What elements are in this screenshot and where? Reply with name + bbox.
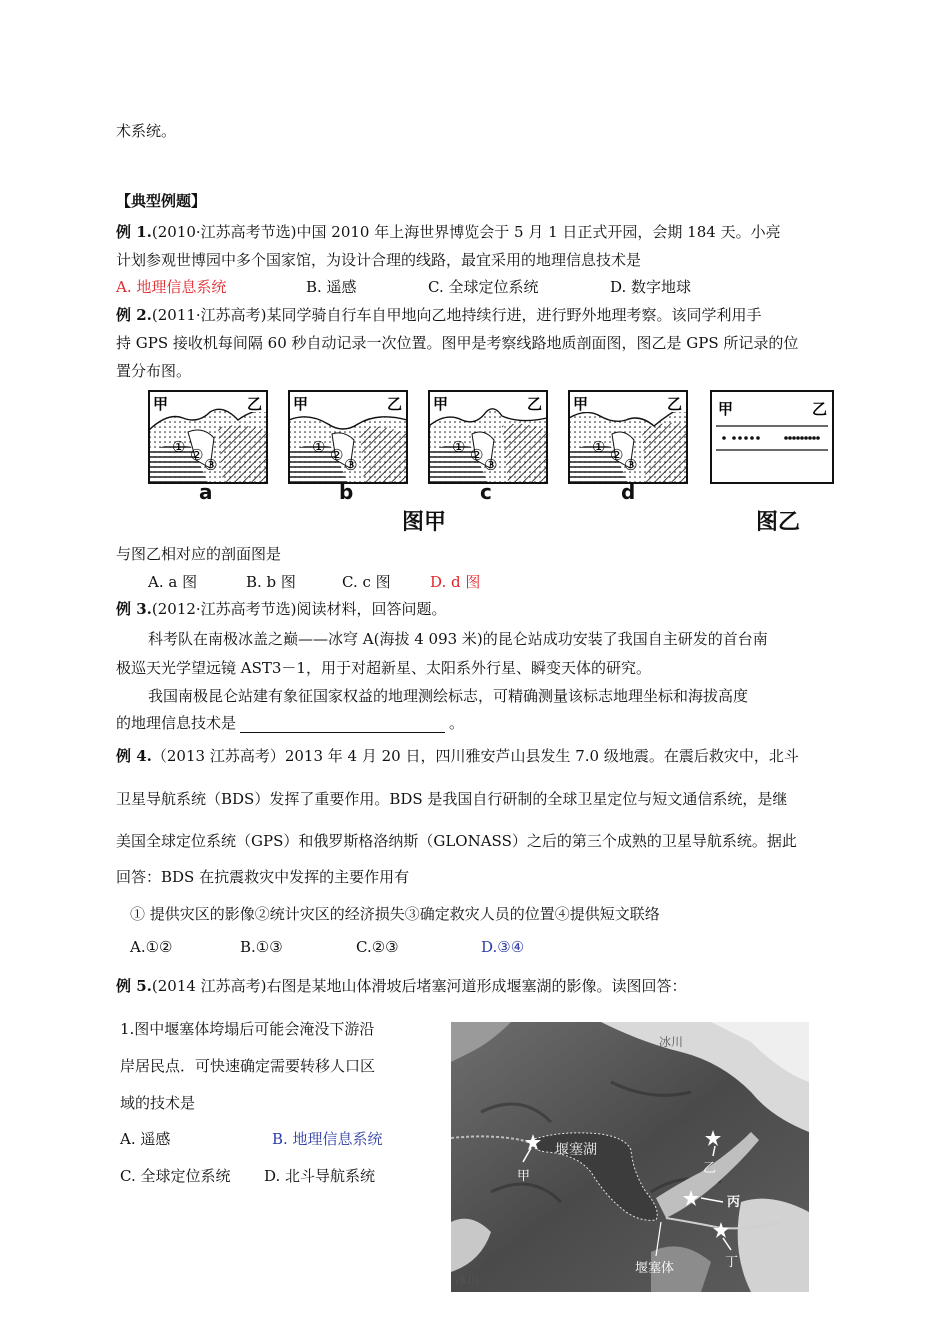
example-4-label: 例 4. [116, 747, 152, 765]
example-2-label: 例 2. [116, 306, 152, 324]
example-4-option-a: A.①② [130, 938, 173, 956]
figure-yi-title: 图乙 [756, 510, 801, 535]
map-label-dam: 堰塞体 [635, 1261, 675, 1276]
example-3-para-2b-end: 。 [449, 714, 465, 732]
example-2-line-1 [116, 304, 762, 325]
panel-b-circle-3: ③ [344, 456, 358, 474]
example-3-para-2b-text: 的地理信息技术是 [116, 714, 237, 732]
panel-c-jia: 甲 [433, 395, 449, 413]
panel-label-b: b [339, 480, 354, 504]
map-label-glacier-bottom: 冰川 [455, 1273, 480, 1287]
panel-a-yi: 乙 [247, 395, 263, 413]
answer-blank[interactable] [240, 718, 445, 733]
example-4-text-1: （2013 江苏高考）2013 年 4 月 20 日，四川雅安芦山县发生 7.0 级地震。在震后救灾中，北斗 [151, 747, 799, 765]
panel-a-circle-3: ③ [204, 456, 218, 474]
example-4-option-b: B.①③ [240, 938, 283, 956]
example-3-para-2b [116, 712, 464, 733]
example-5-text-1: (2014 江苏高考)右图是某地山体滑坡后堵塞河道形成堰塞湖的影像。读图回答： [151, 977, 687, 995]
intro-tail: 术系统。 [116, 122, 177, 140]
example-2-text-1: (2011·江苏高考)某同学骑自行车自甲地向乙地持续行进，进行野外地理考察。该同学利用手 [151, 306, 762, 324]
gps-record-panel [710, 390, 834, 484]
example-4-option-c: C.②③ [356, 938, 399, 956]
example-5-label: 例 5. [116, 977, 152, 995]
example-1-line-2: 计划参观世博园中多个国家馆，为设计合理的线路，最宜采用的地理信息技术是 [116, 251, 642, 269]
panel-d-jia: 甲 [573, 395, 589, 413]
example-5-option-c: C. 全球定位系统 [120, 1167, 231, 1185]
example-5-question-1: 1.图中堰塞体垮塌后可能会淹没下游沿 [120, 1020, 375, 1038]
example-2-line-2: 持 GPS 接收机每间隔 60 秒自动记录一次位置。图甲是考察线路地质剖面图，图乙是 GPS 所记录的位 [116, 334, 799, 352]
example-4-line-4: 回答：BDS 在抗震救灾中发挥的主要作用有 [116, 868, 410, 886]
example-2-option-b: B. b 图 [246, 573, 296, 591]
example-5-option-a: A. 遥感 [120, 1130, 171, 1148]
panel-c-circle-2: ② [470, 446, 484, 464]
panel-c-circle-1: ① [452, 438, 466, 456]
example-5-line-1 [116, 975, 687, 996]
example-3-label: 例 3. [116, 600, 152, 618]
panel-b-circle-2: ② [330, 446, 344, 464]
example-3-para-1a: 科考队在南极冰盖之巅——冰穹 A(海拔 4 093 米)的昆仑站成功安装了我国自主研发的首台南 [148, 630, 768, 648]
example-5-question-3: 域的技术是 [120, 1094, 196, 1112]
example-2-line-3: 置分布图。 [116, 362, 192, 380]
example-2-option-c: C. c 图 [342, 573, 391, 591]
example-1-option-a: A. 地理信息系统 [116, 278, 227, 296]
panel-d-circle-1: ① [592, 438, 606, 456]
example-1-line-1 [116, 221, 781, 242]
example-4-line-2: 卫星导航系统（BDS）发挥了重要作用。BDS 是我国自行研制的全球卫星定位与短文通信系统，是继 [116, 790, 788, 808]
example-1-text-1: (2010·江苏高考节选)中国 2010 年上海世界博览会于 5 月 1 日正式开园，会期 184 天。小亮 [151, 223, 781, 241]
figure-jia-title: 图甲 [402, 510, 447, 535]
gps-yi: 乙 [812, 400, 828, 418]
example-2-option-d: D. d 图 [430, 573, 481, 591]
profile-panel-b [288, 390, 408, 484]
example-1-option-b: B. 遥感 [306, 278, 357, 296]
dammed-lake-satellite-image [451, 1022, 809, 1292]
example-4-line-3: 美国全球定位系统（GPS）和俄罗斯格洛纳斯（GLONASS）之后的第三个成熟的卫星导航系统。据此 [116, 832, 797, 850]
panel-a-jia: 甲 [153, 395, 169, 413]
example-3-para-2a: 我国南极昆仑站建有象征国家权益的地理测绘标志，可精确测量该标志地理坐标和海拔高度 [148, 687, 749, 705]
example-2-option-a: A. a 图 [148, 573, 198, 591]
panel-a-circle-2: ② [190, 446, 204, 464]
panel-d-circle-2: ② [610, 446, 624, 464]
panel-c-circle-3: ③ [484, 456, 498, 474]
panel-d-yi: 乙 [667, 395, 683, 413]
section-title: 【典型例题】 [116, 192, 207, 210]
panel-label-c: c [480, 480, 492, 504]
panel-b-jia: 甲 [293, 395, 309, 413]
map-label-yi: 乙 [703, 1161, 717, 1176]
panel-a-circle-1: ① [172, 438, 186, 456]
example-4-line-1 [116, 745, 799, 766]
example-5-option-d: D. 北斗导航系统 [264, 1167, 376, 1185]
map-label-glacier-top: 冰川 [659, 1035, 684, 1049]
example-3-text-1: (2012·江苏高考节选)阅读材料，回答问题。 [151, 600, 447, 618]
example-1-option-c: C. 全球定位系统 [428, 278, 539, 296]
example-3-line-1 [116, 598, 447, 619]
profile-panel-c [428, 390, 548, 484]
example-4-items: ① 提供灾区的影像②统计灾区的经济损失③确定救灾人员的位置④提供短文联络 [130, 905, 660, 923]
panel-label-a: a [199, 480, 213, 504]
map-label-bing: 丙 [727, 1195, 741, 1210]
example-1-label: 例 1. [116, 223, 152, 241]
profile-panel-d [568, 390, 688, 484]
panel-label-d: d [621, 480, 636, 504]
example-1-option-d: D. 数字地球 [610, 278, 692, 296]
example-4-option-d: D.③④ [481, 938, 525, 956]
profile-panel-a [148, 390, 268, 484]
map-label-lake: 堰塞湖 [555, 1142, 597, 1158]
map-label-jia: 甲 [517, 1169, 531, 1184]
example-5-question-2: 岸居民点．可快速确定需要转移人口区 [120, 1057, 376, 1075]
panel-b-yi: 乙 [387, 395, 403, 413]
panel-b-circle-1: ① [312, 438, 326, 456]
panel-d-circle-3: ③ [624, 456, 638, 474]
gps-jia: 甲 [718, 400, 734, 418]
map-label-ding: 丁 [725, 1255, 739, 1270]
example-5-option-b: B. 地理信息系统 [272, 1130, 383, 1148]
example-3-para-1b: 极巡天光学望远镜 AST3－1，用于对超新星、太阳系外行星、瞬变天体的研究。 [116, 659, 651, 677]
panel-c-yi: 乙 [527, 395, 543, 413]
example-2-question: 与图乙相对应的剖面图是 [116, 545, 282, 563]
